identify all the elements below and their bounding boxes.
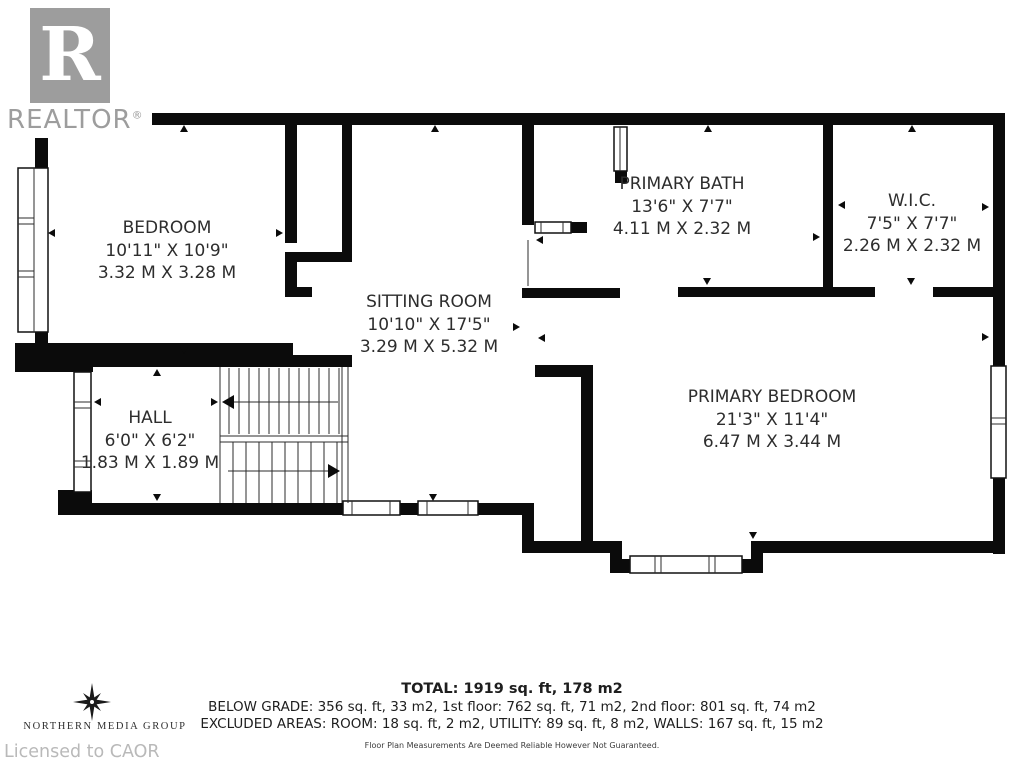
window-bedroom-left (18, 168, 48, 332)
wall-bottom-hall (58, 503, 345, 515)
wall-closet-bottom (285, 252, 352, 262)
room-dim-metric: 3.29 M X 5.32 M (359, 337, 499, 357)
room-dim-metric: 6.47 M X 3.44 M (702, 432, 842, 452)
wall-top (35, 113, 1005, 125)
license-text: Licensed to CAOR (4, 742, 160, 762)
wall-bottom-mid (400, 503, 418, 515)
staircase (220, 367, 348, 503)
pocket-door-cap (570, 222, 587, 233)
room-label-bedroom (98, 217, 236, 285)
stair-arrow-up-head (222, 395, 234, 409)
realtor-logo-letter: R (39, 11, 101, 98)
room-dim-metric: 1.83 M X 1.89 M (80, 453, 220, 473)
wall-stairs-top (60, 355, 352, 367)
wall-corridor-bottom (522, 288, 620, 298)
realtor-wordmark: REALTOR® (4, 103, 152, 138)
below-grade-line: BELOW GRADE: 356 sq. ft, 33 m2, 1st floor: 762 sq. ft, 71 m2, 2nd floor: 801 sq. ft, 74 m2 (208, 699, 816, 715)
room-dim-metric: 2.26 M X 2.32 M (842, 236, 982, 256)
room-dim-metric: 4.11 M X 2.32 M (612, 219, 752, 239)
registered-mark: ® (131, 108, 144, 122)
room-dim-metric: 3.32 M X 3.28 M (97, 263, 237, 283)
wall-bedroom-right (285, 113, 297, 243)
room-name: W.I.C. (888, 191, 936, 211)
wall-pb-bottom-left (533, 541, 612, 553)
room-name: HALL (128, 408, 172, 428)
wall-closet-stub-h (293, 287, 312, 297)
compass-rose-icon (73, 683, 111, 721)
room-label-primary-bath (613, 173, 751, 241)
room-label-hall (81, 407, 219, 475)
room-dim-imperial: 6'0" X 6'2" (104, 430, 196, 451)
room-name: PRIMARY BEDROOM (687, 387, 857, 407)
pocket-door (535, 222, 571, 233)
wall-mid-horizontal (535, 365, 593, 377)
total-area: TOTAL: 1919 sq. ft, 178 m2 (401, 681, 623, 697)
wall-closet-right (342, 113, 352, 260)
wall-bedroom-bottom (35, 343, 293, 356)
wall-sitting-right (522, 113, 534, 225)
room-label-sitting-room (360, 291, 498, 359)
room-name: PRIMARY BATH (619, 174, 745, 194)
window-bay (630, 556, 742, 573)
walls (15, 113, 1005, 573)
realtor-logo (30, 8, 110, 105)
media-company-name: NORTHERN MEDIA GROUP (23, 721, 187, 732)
room-name: SITTING ROOM (366, 292, 492, 312)
room-dim-imperial: 21'3" X 11'4" (715, 409, 829, 430)
room-label-wic (843, 190, 981, 258)
disclaimer: Floor Plan Measurements Are Deemed Reliable However Not Guaranteed. (364, 741, 660, 750)
wall-wic-bottom-right (933, 287, 1005, 297)
stair-arrow-down-head (328, 464, 340, 478)
measure-arrows (48, 125, 989, 539)
excluded-areas-line: EXCLUDED AREAS: ROOM: 18 sq. ft, 2 m2, UTILITY: 89 sq. ft, 8 m2, WALLS: 167 sq. ft, 15 m2 (200, 716, 824, 732)
room-dim-imperial: 10'10" X 17'5" (367, 314, 491, 335)
wall-wic-bottom-left (833, 287, 875, 297)
wall-bath-wic-divider (823, 125, 833, 297)
wall-pb-bottom-right (763, 541, 1005, 553)
wall-bath-bottom (678, 287, 825, 297)
window-right (991, 366, 1006, 478)
room-label-primary-bedroom (688, 386, 857, 454)
wall-mid-vertical (581, 377, 593, 553)
room-name: BEDROOM (122, 218, 212, 238)
wall-right-upper (993, 113, 1005, 366)
room-dim-imperial: 13'6" X 7'7" (631, 196, 733, 217)
wall-bottom-right (478, 503, 524, 515)
room-dim-imperial: 10'11" X 10'9" (105, 240, 229, 261)
room-dim-imperial: 7'5" X 7'7" (866, 213, 958, 234)
